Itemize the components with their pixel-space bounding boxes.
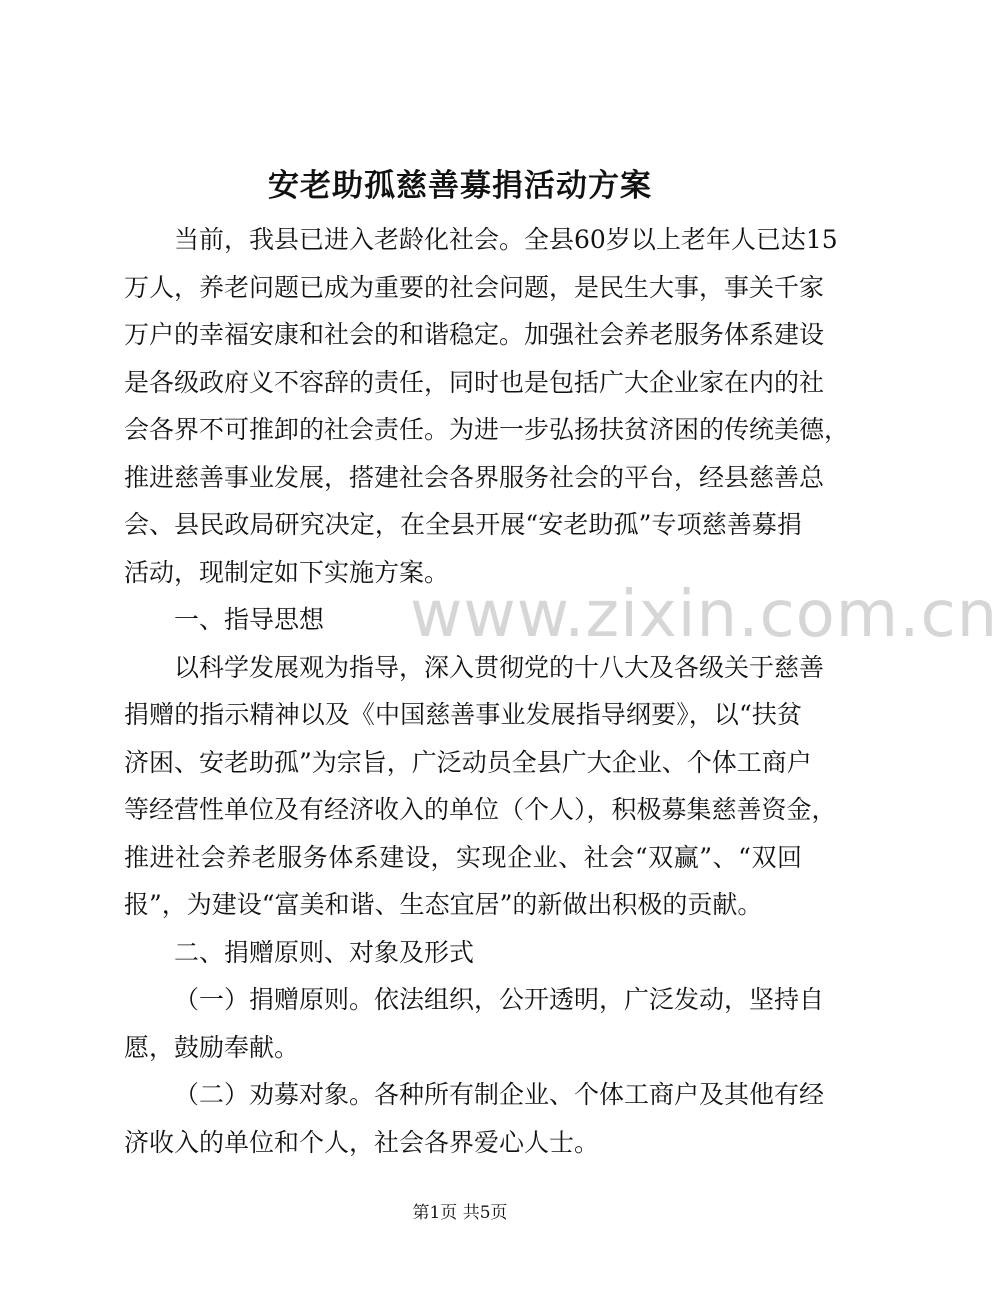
paragraph-line: （二）劝募对象。各种所有制企业、个体工商户及其他有经 — [174, 1080, 825, 1109]
paragraph-line: 万户的幸福安康和社会的和谐稳定。加强社会养老服务体系建设 — [124, 320, 825, 349]
paragraph-line: 推进社会养老服务体系建设，实现企业、社会“双赢”、“双回 — [124, 842, 802, 872]
section-heading: 二、捐赠原则、对象及形式 — [174, 937, 475, 967]
page-footer: 第1页 共5页 — [412, 1203, 508, 1223]
paragraph-line: 报”，为建设“富美和谐、生态宜居”的新做出积极的贡献。 — [124, 890, 763, 919]
paragraph-line: 济收入的单位和个人，社会各界爱心人士。 — [124, 1127, 600, 1157]
paragraph-line: 会、县民政局研究决定，在全县开展“安老助孤”专项慈善募捐 — [124, 510, 802, 539]
section-heading: 一、指导思想 — [174, 605, 325, 634]
paragraph-line: 推进慈善事业发展，搭建社会各界服务社会的平台，经县慈善总 — [124, 462, 825, 492]
paragraph-line: 会各界不可推卸的社会责任。为进一步弘扬扶贫济困的传统美德， — [124, 415, 850, 444]
paragraph-line: 济困、安老助孤”为宗旨，广泛动员全县广大企业、个体工商户 — [124, 747, 812, 777]
paragraph-line: （一）捐赠原则。依法组织，公开透明，广泛发动，坚持自 — [174, 985, 825, 1014]
document-title: 安老助孤慈善募捐活动方案 — [268, 168, 652, 204]
paragraph-line: 捐赠的指示精神以及《中国慈善事业发展指导纲要》，以“扶贫 — [124, 700, 802, 729]
document-body — [124, 216, 850, 1166]
paragraph-line: 万人，养老问题已成为重要的社会问题，是民生大事，事关千家 — [124, 272, 825, 302]
paragraph-line: 当前，我县已进入老龄化社会。全县60岁以上老年人已达15 — [174, 225, 838, 254]
paragraph-line: 活动，现制定如下实施方案。 — [124, 557, 450, 587]
paragraph-line: 以科学发展观为指导，深入贯彻党的十八大及各级关于慈善 — [174, 652, 825, 682]
paragraph-line: 愿，鼓励奉献。 — [124, 1032, 300, 1062]
paragraph-line: 是各级政府义不容辞的责任，同时也是包括广大企业家在内的社 — [124, 367, 825, 397]
paragraph-line: 等经营性单位及有经济收入的单位（个人），积极募集慈善资金， — [124, 795, 837, 824]
watermark: www.zixin.com.cn — [410, 578, 998, 652]
